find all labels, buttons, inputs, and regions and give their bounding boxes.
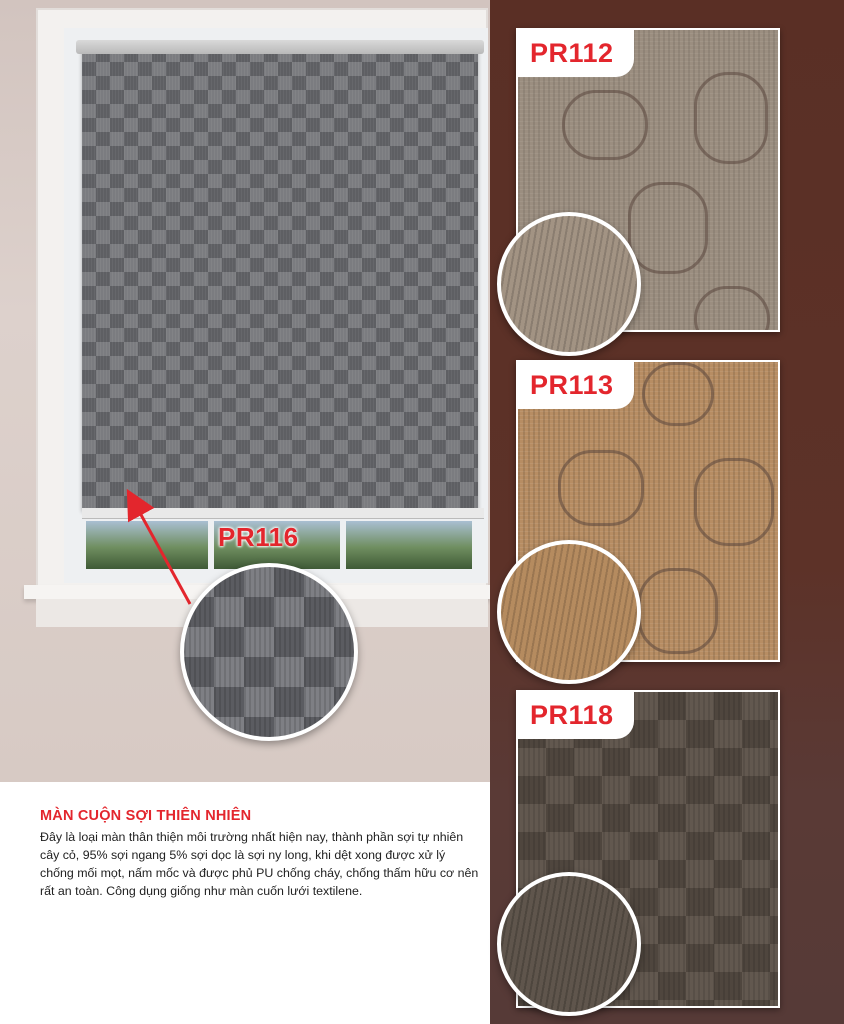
- roller-blind-pr116: [82, 48, 478, 510]
- product-code-pr113: PR113: [518, 362, 634, 409]
- product-description: [40, 808, 480, 900]
- product-code-pr118: PR118: [518, 692, 634, 739]
- description-title: MÀN CUỘN SỢI THIÊN NHIÊN: [40, 808, 252, 824]
- blind-roller-tube: [76, 40, 484, 54]
- swatch-zoom-pr116: [180, 563, 358, 741]
- pattern-ring: [694, 286, 770, 332]
- window-pane-right: [346, 521, 472, 569]
- window-pane-left: [86, 521, 208, 569]
- pattern-ring: [558, 450, 644, 526]
- swatch-zoom-pr112: [497, 212, 641, 356]
- window-scene: [0, 0, 490, 782]
- blind-bottom-bar: [82, 508, 484, 519]
- pattern-ring: [642, 362, 714, 426]
- pattern-ring: [562, 90, 648, 160]
- pattern-ring: [638, 568, 718, 654]
- product-code-pr112: PR112: [518, 30, 634, 77]
- pattern-ring: [694, 72, 768, 164]
- swatch-zoom-pr118: [497, 872, 641, 1016]
- description-body: Đây là loại màn thân thiện môi trường nhất hiện nay, thành phần sợi tự nhiên cây cỏ, 95% sợi ngang 5% sợi dọc là sợi ny long, khi dệt xong được xử lý chống mối mọt, nấm mốc và được phủ PU chống cháy, chống thấm hữu cơ nên rất an toàn. Công dụng giống như màn cuốn lưới textilene.: [40, 830, 479, 898]
- pattern-ring: [628, 182, 708, 274]
- pattern-ring: [694, 458, 774, 546]
- swatch-zoom-pr113: [497, 540, 641, 684]
- product-code-pr116: PR116: [218, 522, 299, 552]
